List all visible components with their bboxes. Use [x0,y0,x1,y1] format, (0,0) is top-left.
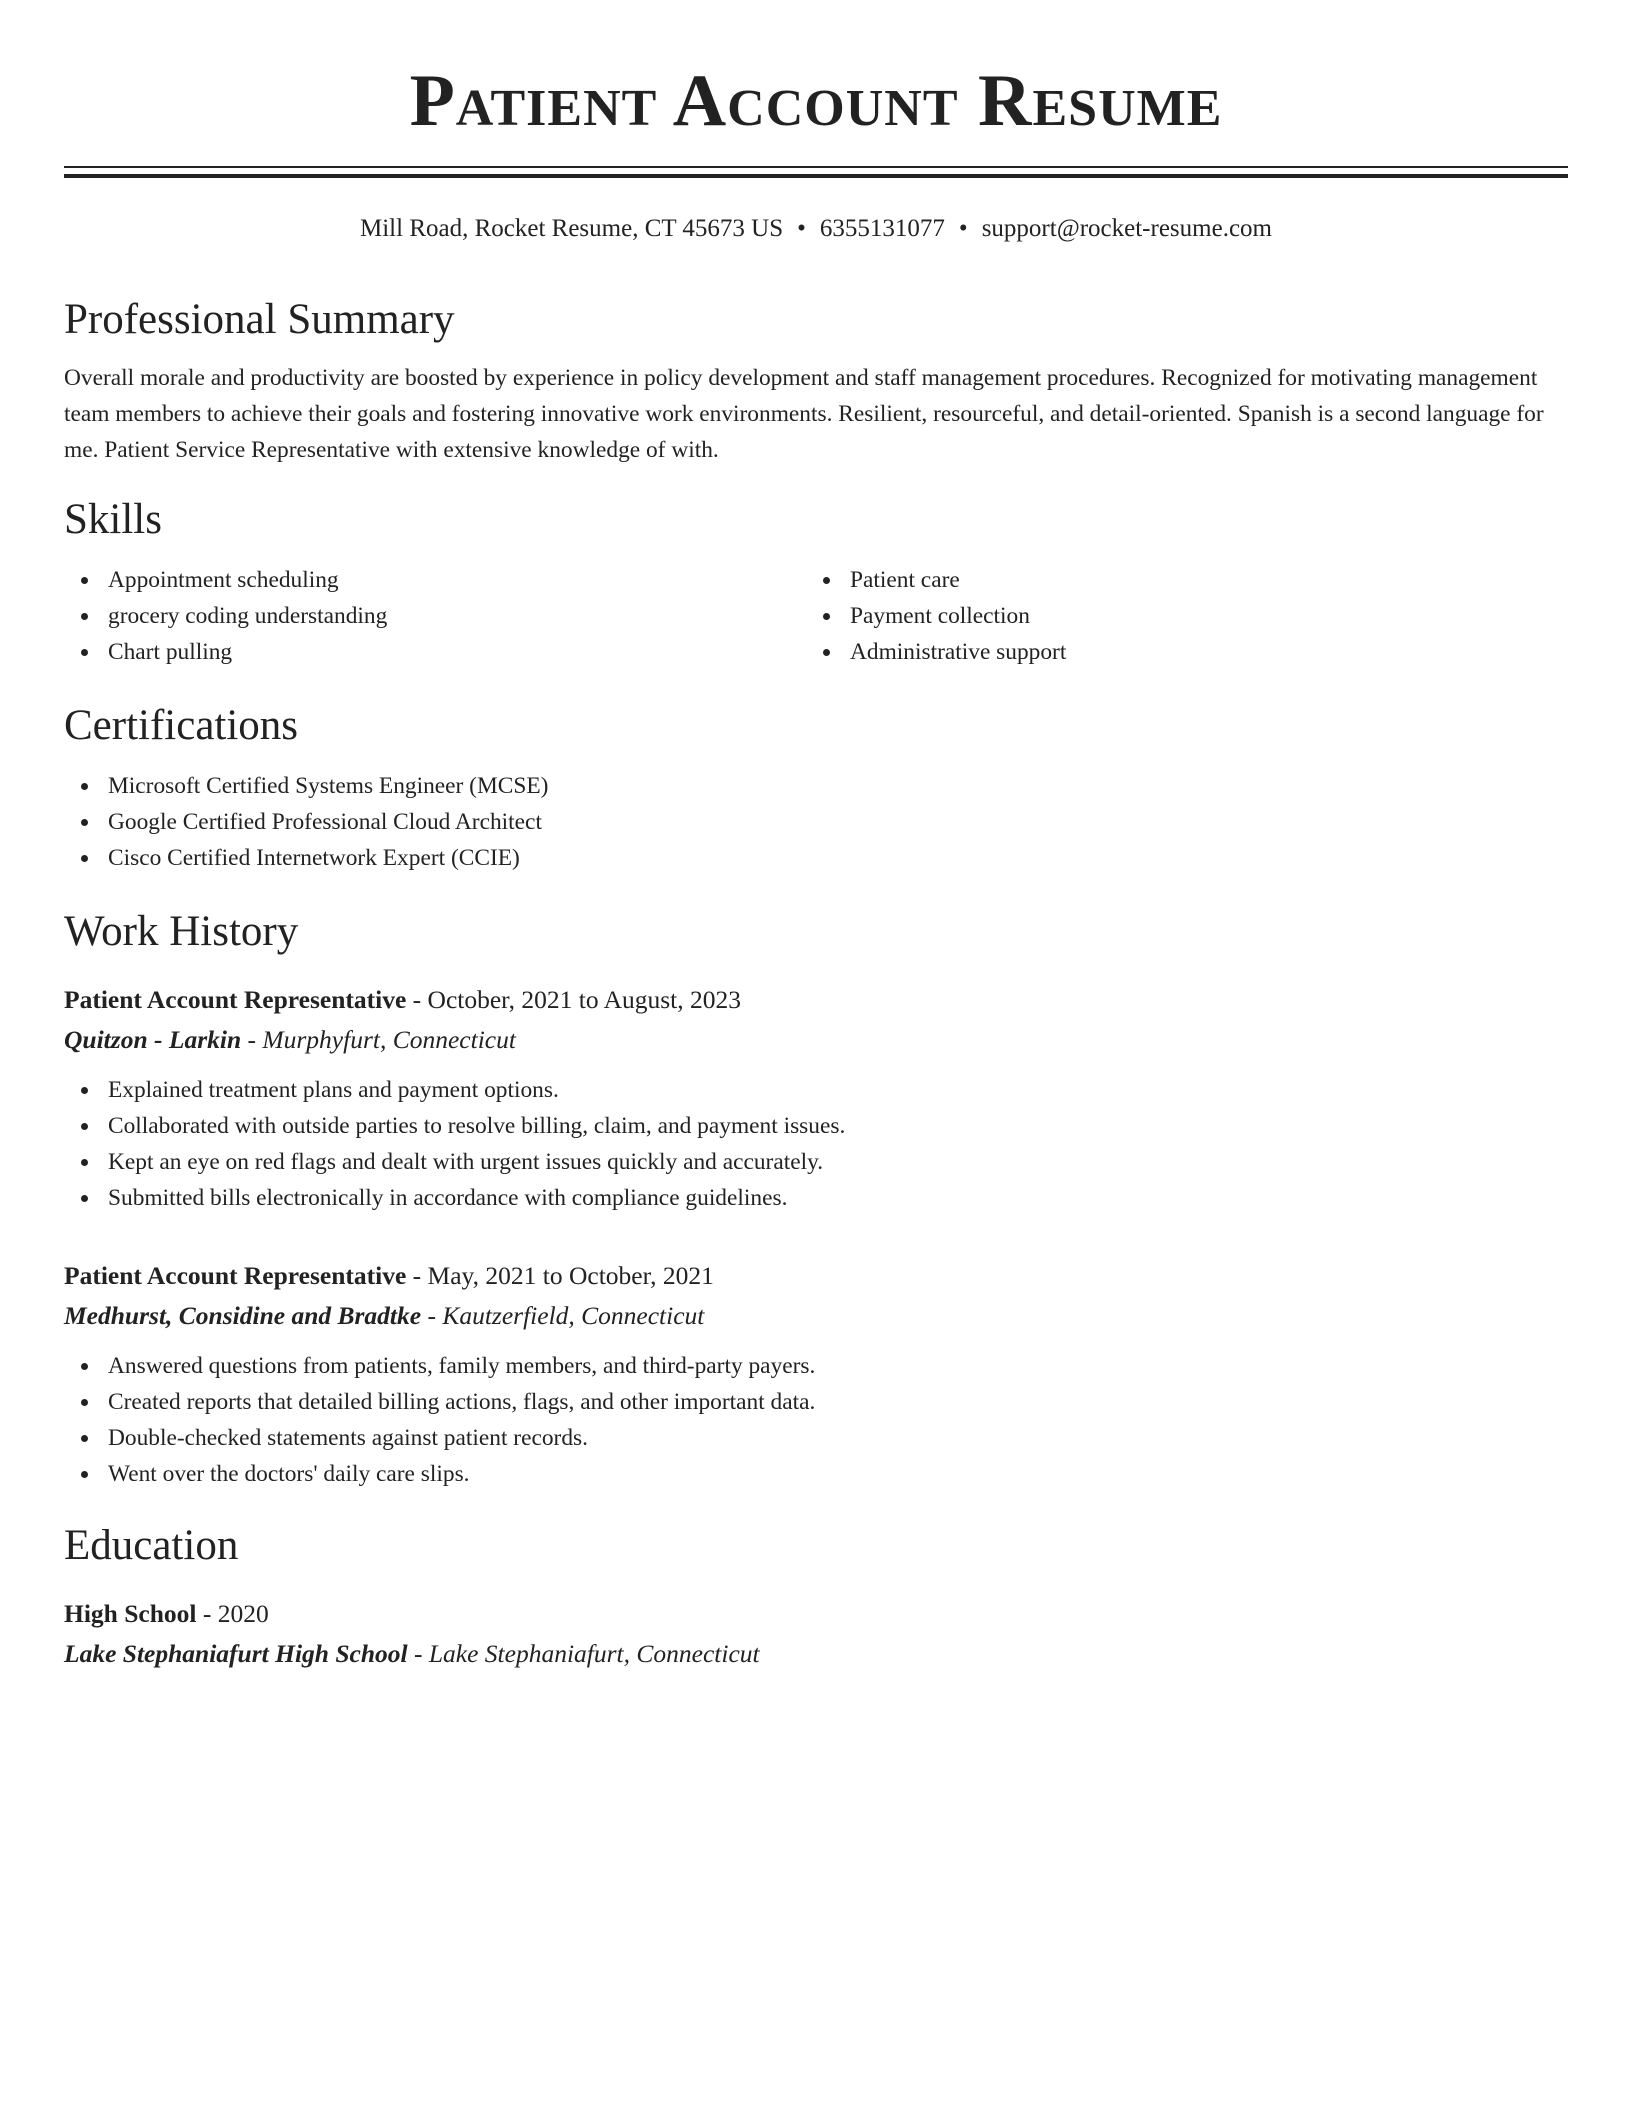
job-duty-item: Submitted bills electronically in accordance with compliance guidelines. [64,1180,1568,1216]
skill-item: Appointment scheduling [64,562,806,598]
job-title-line [64,980,1568,1020]
job-duty-item: Double-checked statements against patient records. [64,1420,1568,1456]
contact-email: support@rocket-resume.com [981,215,1272,242]
job-entry [64,980,1568,1216]
job-company: Medhurst, Considine and Bradtke [64,1301,422,1330]
job-duties [64,1348,1568,1492]
skills-column-left [64,562,806,670]
job-duty-item: Went over the doctors' daily care slips. [64,1456,1568,1492]
education-heading: Education [64,1522,239,1569]
certification-item: Google Certified Professional Cloud Architect [64,804,1568,840]
skills-heading: Skills [64,496,162,543]
job-company: Quitzon - Larkin [64,1025,242,1054]
certification-item: Microsoft Certified Systems Engineer (MCSE) [64,768,1568,804]
title-divider [64,166,1568,178]
contact-line [64,212,1568,246]
job-entry [64,1256,1568,1492]
education-school-line [64,1634,1568,1674]
skill-item: Chart pulling [64,634,806,670]
job-company-line [64,1296,1568,1336]
skill-item: Patient care [806,562,1548,598]
skills-grid [64,562,1568,670]
education-degree: High School [64,1599,197,1628]
skills-column-right [806,562,1548,670]
education-location: - Lake Stephaniafurt, Connecticut [413,1639,760,1668]
certifications-list [64,768,1568,876]
job-title-line [64,1256,1568,1296]
job-location: - Kautzerfield, Connecticut [427,1301,705,1330]
contact-phone: 6355131077 [819,215,945,242]
education-year: - 2020 [202,1599,269,1628]
summary-heading: Professional Summary [64,296,455,343]
education-school: Lake Stephaniafurt High School [64,1639,408,1668]
job-duties [64,1072,1568,1216]
resume-title: Patient Account Resume [409,60,1223,142]
skill-item: grocery coding understanding [64,598,806,634]
job-location: - Murphyfurt, Connecticut [247,1025,516,1054]
education-degree-line [64,1594,1568,1634]
job-duty-item: Collaborated with outside parties to resolve billing, claim, and payment issues. [64,1108,1568,1144]
contact-separator: • [958,215,968,242]
education-entry [64,1594,1568,1674]
job-duty-item: Answered questions from patients, family members, and third-party payers. [64,1348,1568,1384]
job-company-line [64,1020,1568,1060]
skill-item: Administrative support [806,634,1548,670]
job-title: Patient Account Representative [64,1261,407,1290]
job-duty-item: Explained treatment plans and payment options. [64,1072,1568,1108]
certifications-heading: Certifications [64,702,299,749]
job-duty-item: Kept an eye on red flags and dealt with urgent issues quickly and accurately. [64,1144,1568,1180]
certification-item: Cisco Certified Internetwork Expert (CCIE) [64,840,1568,876]
job-title: Patient Account Representative [64,985,407,1014]
job-dates: - May, 2021 to October, 2021 [412,1261,714,1290]
skill-item: Payment collection [806,598,1548,634]
job-dates: - October, 2021 to August, 2023 [412,985,741,1014]
contact-address: Mill Road, Rocket Resume, CT 45673 US [360,215,784,242]
summary-text: Overall morale and productivity are boosted by experience in policy development and staff management procedures. Recognized for motivating management team members to achieve their goals and fostering innovative work environments. Resilient, resourceful, and detail-oriented. Spanish is a second language for me. Patient Service Representative with extensive knowledge of with. [64,365,1544,463]
job-duty-item: Created reports that detailed billing actions, flags, and other important data. [64,1384,1568,1420]
contact-separator: • [797,215,806,242]
work-history-heading: Work History [64,908,299,955]
